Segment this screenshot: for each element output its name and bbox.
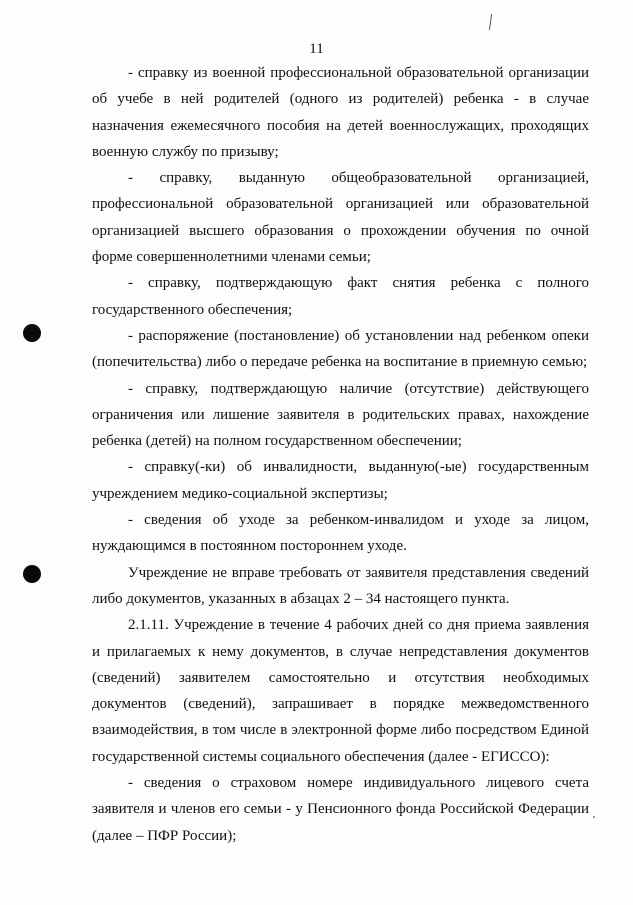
paragraph-military-study: - справку из военной профессиональной образовательной организации об учебе в ней родителей (одного из родителей) ребенка - в случае назначения ежемесячного пособия на детей военнослужащих, проходящих военную службу по призыву; [92,65,589,160]
document-body [92,60,589,849]
scan-mark [489,14,492,30]
paragraph-parental-rights: - справку, подтверждающую наличие (отсутствие) действующего ограничения или лишение заявителя в родительских правах, нахождение ребенка (детей) на полном государственном обеспечении; [92,380,589,450]
paragraph-no-request-clause: Учреждение не вправе требовать от заявителя представления сведений либо документов, указанных в абзацах 2 – 34 настоящего пункта. [92,564,589,607]
page-number: 11 [309,41,324,57]
paragraph-guardianship-order: - распоряжение (постановление) об установлении над ребенком опеки (попечительства) либо о передаче ребенка на воспитание в приемную семью; [92,327,589,371]
paragraph-disability-certificate: - справку(-ки) об инвалидности, выданную(-ые) государственным учреждением медико-социальной экспертизы; [92,459,589,502]
punch-hole-top [23,324,41,342]
punch-hole-bottom [23,565,41,583]
paragraph-state-support-removal: - справку, подтверждающую факт снятия ребенка с полного государственного обеспечения; [92,275,589,318]
paragraph-education-certificate: - справку, выданную общеобразовательной организацией, профессиональной образовательной организацией или образовательной организацией высшего образования о прохождении обучения по очной форме совершеннолетними членами семьи; [92,170,589,266]
scan-dot [593,816,595,818]
paragraph-snils: - сведения о страховом номере индивидуального лицевого счета заявителя и членов его семьи - у Пенсионного фонда Российской Федерации (далее – ПФР России); [92,775,589,844]
paragraph-2-1-11: 2.1.11. Учреждение в течение 4 рабочих дней со дня приема заявления и прилагаемых к нему документов, в случае непредставления документов (сведений) заявителем самостоятельно и отсутствия необходимых документов (сведений), запрашивает в порядке межведомственного взаимодействия, в том числе в электронной форме либо посредством Единой государственной системы социального обеспечения (далее - ЕГИССО): [92,617,589,765]
paragraph-care-info: - сведения об уходе за ребенком-инвалидом и уходе за лицом, нуждающимся в постоянном постороннем уходе. [92,512,589,555]
